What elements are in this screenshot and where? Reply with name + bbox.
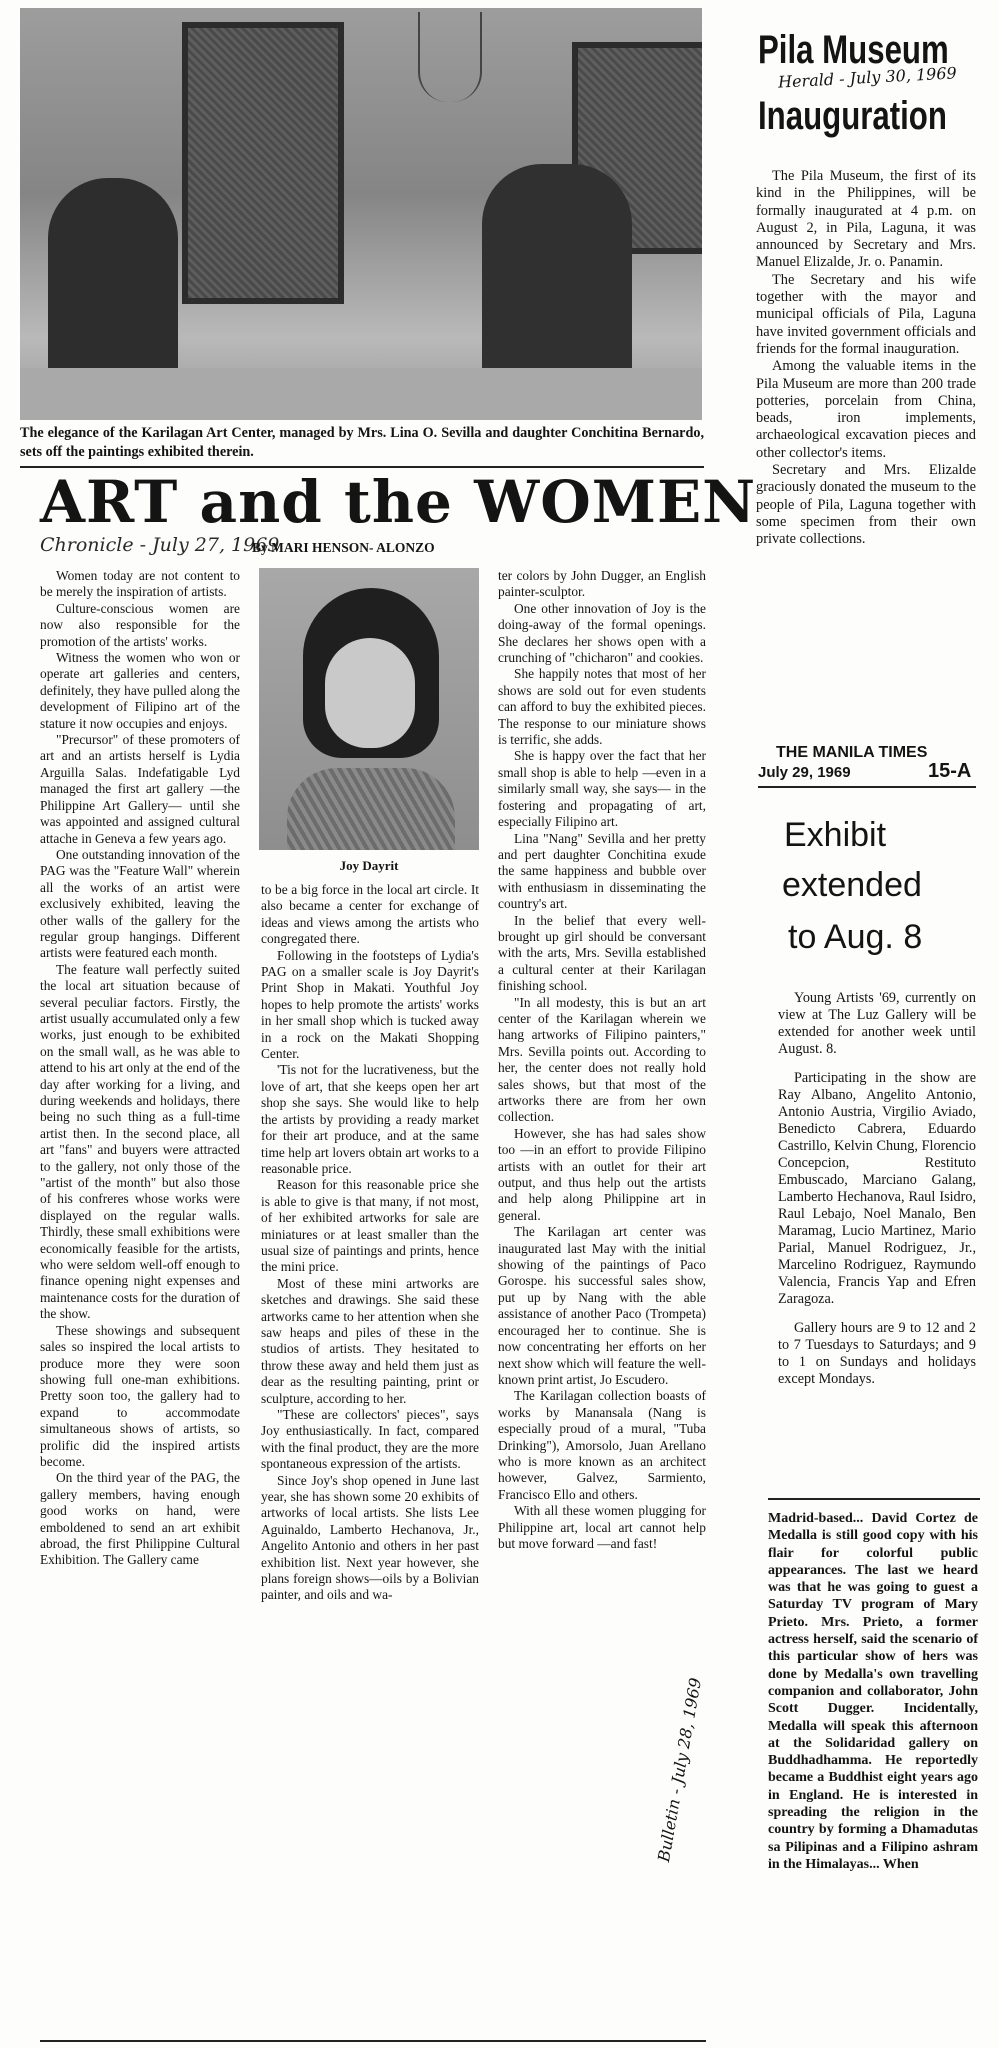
handwritten-source-chronicle: Chronicle - July 27, 1969	[40, 534, 280, 556]
col1-paragraph: Women today are not content to be merely the inspiration of artists.	[40, 568, 240, 600]
headline: ART and the WOMEN	[40, 468, 757, 536]
col2-paragraph: "These are collectors' pieces", says Joy enthusiastically. In fact, compared with the final product, they are the more spontaneous expression of the artists.	[261, 1407, 479, 1472]
col2-paragraph: to be a big force in the local art circle. It also became a center for exchange of ideas and views among the artists who congregated there.	[261, 882, 479, 947]
portrait-caption: Joy Dayrit	[339, 858, 399, 873]
times-page: 15-A	[928, 760, 972, 782]
col1-paragraph: "Precursor" of these promoters of art and an artists herself is Lydia Arguilla Salas. Indefatigable Lyd managed the first art gallery —the Philippine Art Gallery— until she was appointed and assigned cultural attache in Geneva a few years ago.	[40, 732, 240, 846]
pila-paragraph: Among the valuable items in the Pila Museum are more than 200 trade potteries, porcelain from China, beads, iron implements, archaeological excavation pieces and other collector's items.	[756, 358, 976, 461]
col3-paragraph: The Karilagan collection boasts of works by Manansala (Nang is especially proud of a mural, "Tuba Drinking"), Amorsolo, Juan Arellano who is more known as an architect however, Galvez, Sarmiento, Francisco Ello and others.	[498, 1388, 706, 1502]
times-paragraph: Young Artists '69, currently on view at The Luz Gallery will be extended for another week until August. 8.	[778, 990, 976, 1057]
times-rule	[758, 786, 976, 788]
col2-paragraph: Since Joy's shop opened in June last year, she has shown some 20 exhibits of artworks of local artists. She lists Lee Aguinaldo, Lamberto Hechanova, Jr., Angelito Antonio and others in her past exhibition list. Next year however, she plans foreign shows—oils by a Bolivian painter, and oils and wa-	[261, 1472, 479, 1603]
col2-paragraph: Following in the footsteps of Lydia's PAG on a smaller scale is Joy Dayrit's Print Shop in Makati. Youthful Joy hopes to help promote the artists' works in her small shop which is tucked away in a rock on the Makati Shopping Center.	[261, 947, 479, 1062]
pila-headline-2: Inauguration	[758, 94, 947, 138]
pila-body	[756, 168, 976, 549]
photo-caption: The elegance of the Karilagan Art Center, managed by Mrs. Lina O. Sevilla and daughter Conchitina Bernardo, sets off the paintings exhibited therein.	[20, 425, 704, 460]
col3-paragraph: With all these women plugging for Philippine art, local art cannot help but move forward —and fast!	[498, 1503, 706, 1551]
col3-paragraph: She happily notes that most of her shows are sold out for even students can afford to buy the exhibited pieces. The response to our miniature shows is terrific, she adds.	[498, 666, 706, 748]
bulletin-body: Madrid-based... David Cortez de Medalla is still good copy with his flair for colorful public appearances. The last we heard was that he was going to guest a Saturday TV program of Mary Prieto. Mrs. Prieto, a former actress herself, said the scenario of this particular show of hers was done by Medalla's own travelling companion and collaborator, John Scott Dugger. Incidentally, Medalla will speak this afternoon at the Solidaridad gallery on Buddhadhamma. He reportedly became a Buddhist eight years ago in England. He is interested in spreading the religion in the country by forming a Dhamadutas sa Pilipinas and a Filipino ashram in the Himalayas... When	[768, 1511, 978, 1872]
col1-paragraph: The feature wall perfectly suited the local art situation because of several peculiar factors. Firstly, the artist usually accumulated only a few works, just enough to be exhibited on the small wall, as he was able to attend to his art only at the end of the day after working for a living, and during weekends and holidays, there being no such thing as a full-time artist then. In the second place, all art "fans" and buyers were attracted to the gallery, not only those of the "artist of the month" but also those of his confreres whose works were displayed on the regular walls. Thirdly, these small exhibitions were economically feasible for the artists, who were seldom well-off enough to finance opening night expenses and maintenance costs for the duration of the show.	[40, 961, 240, 1322]
col2-paragraph: Most of these mini artworks are sketches and drawings. She said these artworks came to her attention when she saw heaps and piles of these in the studios of artists. They hesitated to throw these away and held them just as dear as the resulting painting, print or sculpture, according to her.	[261, 1275, 479, 1406]
pila-paragraph: The Pila Museum, the first of its kind in the Philippines, will be formally inaugurated at 4 p.m. on August 2, in Pila, Laguna, it was announced by Secretary and Mrs. Manuel Elizalde, Jr. o. Panamin.	[756, 168, 976, 271]
times-masthead: THE MANILA TIMES	[776, 744, 928, 761]
times-paragraph: Participating in the show are Ray Albano, Angelito Antonio, Antonio Austria, Virgilio Aviado, Benedicto Cabrera, Eduardo Castrillo, Kelvin Chung, Florencio Concepcion, Restituto Embuscado, Marciano Galang, Lamberto Hechanova, Raul Isidro, Raul Lebajo, Noel Manalo, Ben Maramag, Lucio Martinez, Mario Parial, Manuel Rodriguez, Jr., Marcelino Rodriguez, Raymundo Valencia, Francis Yap and Efren Zaragoza.	[778, 1070, 976, 1307]
col3-paragraph: In the belief that every well-brought up girl should be conversant with the arts, Mrs. Sevilla established a cultural center at their Karilagan finishing school.	[498, 912, 706, 994]
times-headline-3: to Aug. 8	[788, 918, 923, 956]
col3-paragraph: The Karilagan art center was inaugurated last May with the initial showing of the paintings of Paco Gorospe. his successful sales show, put up by Nang with the able assistance of another Paco (Trompeta) encouraged her to continue. She is now concentrating her efforts on her next show which will feature the well-known print artist, Jo Escudero.	[498, 1224, 706, 1387]
article-column-2	[261, 882, 479, 1604]
col1-paragraph: One outstanding innovation of the PAG was the "Feature Wall" wherein all the works of an artist were exclusively exhibited, leaving the other walls of the gallery for the regular group hangings. Different artists were featured each month.	[40, 846, 240, 961]
portrait-blouse	[287, 768, 455, 850]
pila-headline-1: Pila Museum	[758, 28, 949, 72]
bottom-rule	[40, 2040, 706, 2042]
byline: By MARI HENSON- ALONZO	[252, 540, 435, 555]
col1-paragraph: Culture-conscious women are now also responsible for the promotion of the artists' works.	[40, 600, 240, 649]
times-date: July 29, 1969	[758, 764, 851, 781]
portrait-joy-dayrit	[259, 568, 479, 850]
floor	[20, 368, 702, 420]
handwritten-source-bulletin: Bulletin - July 28, 1969	[654, 1676, 706, 1864]
handwritten-source-herald: Herald - July 30, 1969	[777, 63, 958, 92]
times-headline-2: extended	[782, 866, 922, 904]
col3-paragraph: One other innovation of Joy is the doing-away of the formal openings. She declares her shows open with a crunching of "chicharon" and cookies.	[498, 600, 706, 666]
col3-paragraph: She is happy over the fact that her small shop is able to help —even in a similarly small way, she says— in the fostering and propagating of art, especially Filipino art.	[498, 748, 706, 830]
portrait-face	[325, 638, 415, 748]
pila-paragraph: The Secretary and his wife together with the mayor and municipal officials of Pila, Laguna have invited government officials and friends for the formal inauguration.	[756, 271, 976, 357]
col2-paragraph: Reason for this reasonable price she is able to give is that many, if not most, of her exhibited artworks for sale are miniatures or at least smaller than the usual size of paintings and prints, hence the mini price.	[261, 1177, 479, 1275]
gallery-photo	[20, 8, 702, 420]
article-column-3	[498, 568, 706, 1552]
article-column-1	[40, 568, 240, 1569]
col3-paragraph: However, she has had sales show too —in an effort to provide Filipino artists with an outlet for their art output, and thus help out the artists and help along Philippine art in general.	[498, 1125, 706, 1223]
col1-paragraph: These showings and subsequent sales so inspired the local artists to produce more they were soon showing full one-man exhibitions. Pretty soon too, the gallery had to expand to accommodate simultaneous shows of artists, so prolific did the inspired artists become.	[40, 1322, 240, 1469]
painting-left	[182, 22, 344, 304]
col2-paragraph: 'Tis not for the lucrativeness, but the love of art, that she keeps open her art shop she says. She would like to help the artists by providing a ready market for their art produce, and at the same time help art lovers obtain art works to a reasonable price.	[261, 1062, 479, 1176]
times-paragraph: Gallery hours are 9 to 12 and 2 to 7 Tuesdays to Saturdays; and 9 to 1 on Sundays and holidays except Mondays.	[778, 1320, 976, 1387]
col3-paragraph: ter colors by John Dugger, an English painter-sculptor.	[498, 568, 706, 600]
bulletin-rule	[768, 1498, 980, 1500]
times-body	[778, 990, 976, 1388]
candelabra	[418, 12, 482, 102]
times-headline-1: Exhibit	[784, 816, 887, 854]
col3-paragraph: "In all modesty, this is but an art center of the Karilagan wherein we hang artworks of Filipino painters," Mrs. Sevilla points out. According to her, the center does not really hold sales shows, but that most of the artworks there are from her own collection.	[498, 994, 706, 1125]
pila-paragraph: Secretary and Mrs. Elizalde graciously donated the museum to the people of Pila, Laguna together with some specimen from their own private collections.	[756, 462, 976, 548]
col1-paragraph: Witness the women who won or operate art galleries and centers, definitely, they have pulled along the development of Filipino art of the stature it now occupies and enjoys.	[40, 650, 240, 731]
col3-paragraph: Lina "Nang" Sevilla and her pretty and pert daughter Conchitina exude the same happiness and bubble over with enthusiasm in disseminating the country's art.	[498, 830, 706, 912]
col1-paragraph: On the third year of the PAG, the gallery members, having enough good works on hand, were emboldened to send an art exhibit abroad, the first Philippine Cultural Exhibition. The Gallery came	[40, 1470, 240, 1568]
